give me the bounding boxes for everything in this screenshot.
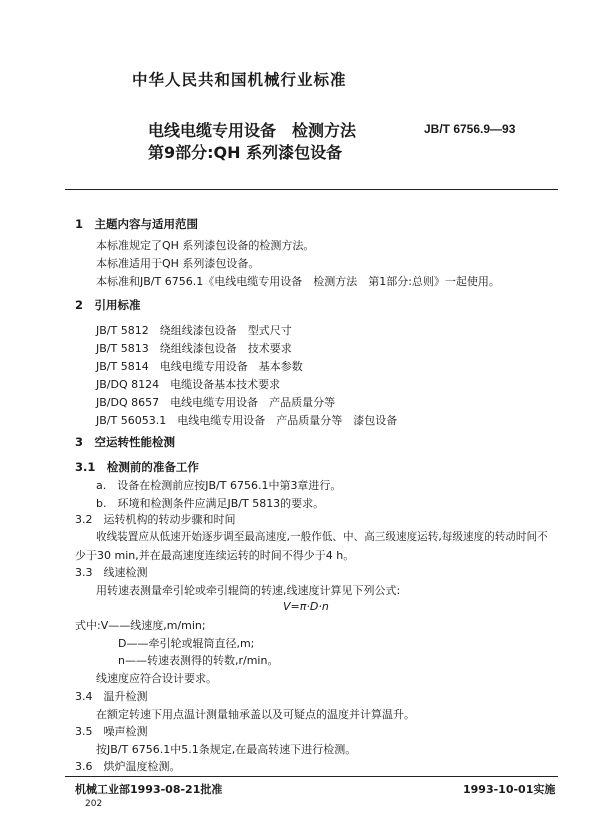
list-item: a. 设备在检测前应按JB/T 6756.1中第3章进行。 [96, 479, 342, 492]
paragraph-line: 在额定转速下用点温计测量轴承盖以及可疑点的温度并计算温升。 [96, 708, 415, 721]
paragraph-line: 收线装置应从低速开始逐步调至最高速度,一般作低、中、高三级速度运转,每级速度的转动时间不 [96, 531, 548, 543]
title-line-1: 电线电缆专用设备 检测方法 [148, 121, 357, 140]
paragraph-line: 按JB/T 6756.1中5.1条规定,在最高转速下进行检测。 [96, 743, 357, 756]
title-line-2: 第9部分:QH 系列漆包设备 [148, 143, 343, 162]
implementation-date: 1993-10-01实施 [463, 783, 556, 796]
section-3-3-heading: 3.3 线速检测 [75, 566, 148, 579]
reference-item: JB/T 56053.1 电线电缆专用设备 产品质量分等 漆包设备 [96, 414, 398, 427]
section-1-line: 本标准规定了QH 系列漆包设备的检测方法。 [96, 239, 315, 252]
approval-date: 机械工业部1993-08-21批准 [75, 783, 223, 796]
section-1-line: 本标准和JB/T 6756.1《电线电缆专用设备 检测方法 第1部分:总则》一起使用。 [96, 275, 500, 288]
formula-where-n: n——转速表测得的转数,r/min。 [118, 654, 279, 667]
section-3-heading: 3 空运转性能检测 [75, 435, 176, 449]
paragraph-line: 用转速表测量牵引轮或牵引辊筒的转速,线速度计算见下列公式: [96, 584, 401, 597]
reference-item: JB/DQ 8657 电线电缆专用设备 产品质量分等 [96, 396, 336, 409]
section-3-1-heading: 3.1 检测前的准备工作 [75, 460, 199, 474]
reference-item: JB/T 5813 绕组线漆包设备 技术要求 [96, 342, 292, 355]
reference-item: JB/T 5812 绕组线漆包设备 型式尺寸 [96, 324, 292, 337]
section-3-4-heading: 3.4 温升检测 [75, 690, 148, 703]
footer-rule [65, 776, 558, 777]
paragraph-line: 少于30 min,并在最高速度连续运转的时间不得少于4 h。 [75, 549, 355, 562]
reference-item: JB/T 5814 电线电缆专用设备 基本参数 [96, 360, 303, 373]
section-3-6-heading: 3.6 烘炉温度检测。 [75, 760, 181, 773]
formula: V=π·D·n [283, 600, 329, 613]
header-rule [65, 189, 558, 190]
formula-where-v: 式中:V——线速度,m/min; [75, 619, 206, 632]
section-1-line: 本标准适用于QH 系列漆包设备。 [96, 257, 260, 270]
section-1-heading: 1 主题内容与适用范围 [75, 217, 199, 231]
page-number: 202 [85, 799, 103, 809]
section-2-heading: 2 引用标准 [75, 298, 141, 312]
org-title: 中华人民共和国机械行业标准 [132, 71, 347, 89]
section-3-5-heading: 3.5 噪声检测 [75, 725, 148, 738]
list-item: b. 环境和检测条件应满足JB/T 5813的要求。 [96, 497, 325, 510]
formula-where-d: D——牵引轮或辊筒直径,m; [118, 637, 255, 650]
paragraph-line: 线速度应符合设计要求。 [96, 672, 217, 685]
reference-item: JB/DQ 8124 电缆设备基本技术要求 [96, 378, 281, 391]
section-3-2-heading: 3.2 运转机构的转动步骤和时间 [75, 513, 236, 526]
standard-code: JB/T 6756.9—93 [424, 122, 516, 136]
